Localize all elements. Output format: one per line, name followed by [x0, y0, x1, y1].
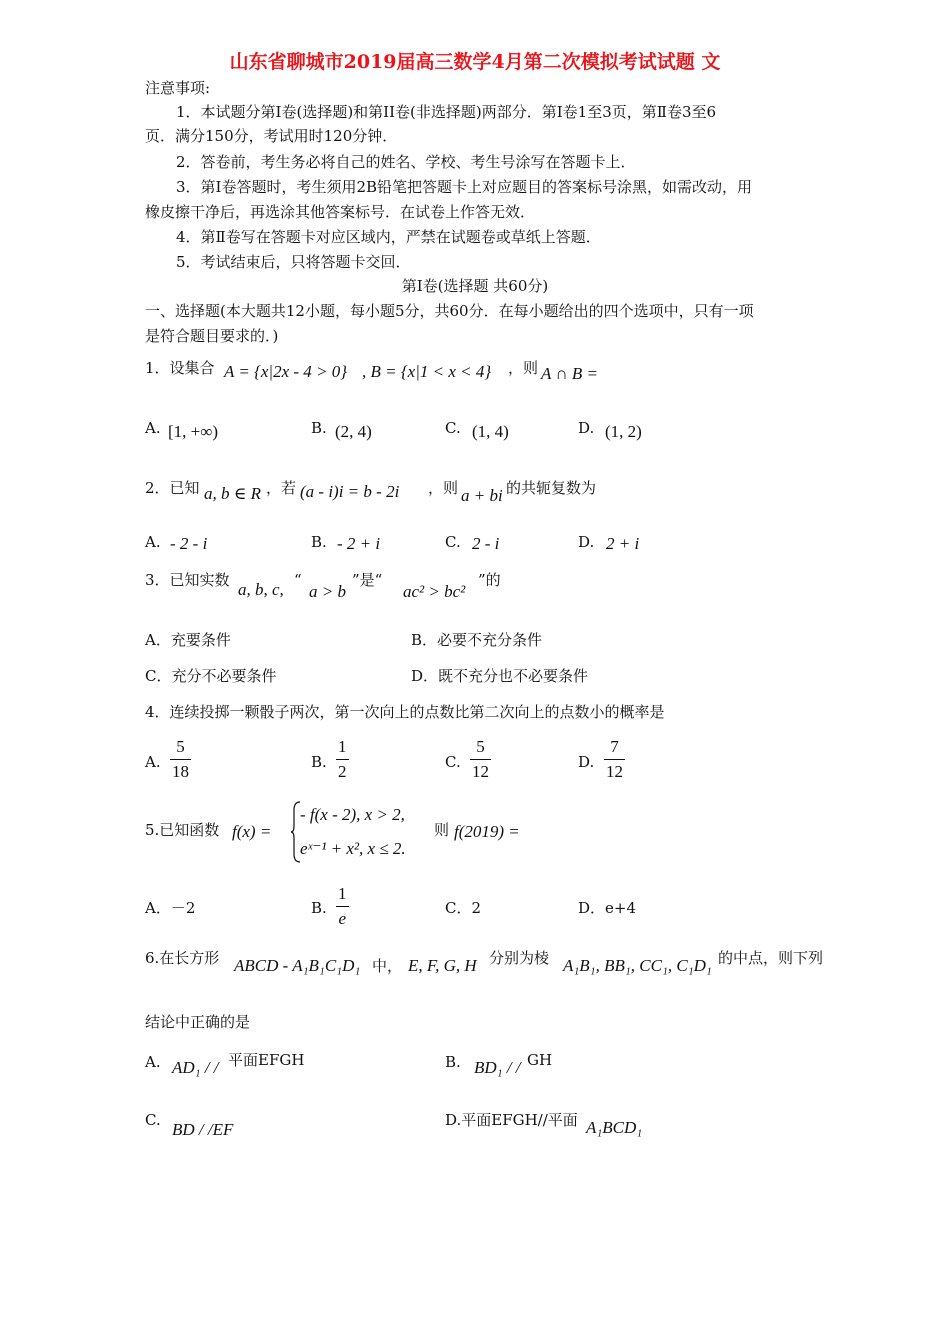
q1-option-d-label: D. [578, 419, 595, 437]
numerator: 5 [476, 737, 485, 756]
q1-option-d: (1, 2) [605, 422, 642, 441]
q6-stem-cont: 结论中正确的是 [145, 1013, 251, 1031]
q4-option-a-label: A. [145, 753, 161, 771]
q1-set-b: , B = {x|1 < x < 4} [362, 362, 492, 381]
q4-option-a-fraction [170, 737, 191, 782]
q6-option-a-label: A. [145, 1053, 161, 1071]
denominator: 2 [338, 762, 347, 781]
q6-tail: 的中点，则下列 [718, 949, 824, 967]
q1-ask: A ∩ B = [541, 364, 598, 383]
q4-option-d-fraction [604, 737, 625, 782]
notice-item-1: 1．本试题分第Ⅰ卷(选择题)和第II卷(非选择题)两部分．第Ⅰ卷1至3页，第Ⅱ卷3至6 [176, 103, 717, 121]
q5-stem: 5.已知函数 [145, 821, 220, 839]
q6-fenbie: 分别为棱 [489, 949, 550, 967]
section-intro: 一、选择题(本大题共12小题，每小题5分，共60分．在每小题给出的四个选项中，只有一项 [145, 302, 754, 320]
q3-option-d: D．既不充分也不必要条件 [411, 667, 589, 685]
section-intro-cont: 是符合题目要求的．) [145, 327, 279, 345]
q6-points: E, F, G, H [408, 956, 477, 975]
notice-heading: 注意事项: [145, 79, 211, 97]
q3-quote-open: “ [294, 571, 302, 589]
q6-zhong: 中， [372, 957, 403, 975]
numerator: 5 [176, 737, 185, 756]
q2-option-c: 2 - i [472, 534, 500, 553]
denominator: 12 [472, 762, 489, 781]
q6-option-c-label: C. [145, 1111, 161, 1129]
q5-case-1: - f(x - 2), x > 2, [300, 805, 405, 824]
q2-tail: 的共轭复数为 [506, 479, 597, 497]
q1-option-b: (2, 4) [335, 422, 372, 441]
q6-option-d: D.平面EFGH//平面 [445, 1111, 578, 1129]
denominator: 12 [606, 762, 623, 781]
q1-stem: 1．设集合 [145, 359, 215, 377]
notice-item-3: 3．第Ⅰ卷答题时，考生须用2B铅笔把答题卡上对应题目的答案标号涂黑，如需改动，用 [176, 178, 753, 196]
notice-item-2: 2．答卷前，考生务必将自己的姓名、学校、考生号涂写在答题卡上． [176, 153, 636, 171]
q3-option-c: C．充分不必要条件 [145, 667, 277, 685]
q6-option-c-expr: BD / /EF [172, 1120, 234, 1139]
document-title: 山东省聊城市2019届高三数学4月第二次模拟考试试题 文 [229, 51, 721, 73]
q3-quote-close: ”的 [478, 571, 501, 589]
q4-option-c-label: C. [445, 753, 461, 771]
q3-condition-q: ac² > bc² [403, 582, 466, 601]
q2-option-b-label: B. [311, 533, 327, 551]
q5-function: f(x) = [232, 822, 272, 841]
q5-option-c: C．2 [445, 899, 482, 917]
q1-set-a: A = {x|2x - 4 > 0} [224, 362, 348, 381]
q1-option-a: [1, +∞) [168, 422, 219, 441]
q1-option-b-label: B. [311, 419, 327, 437]
notice-item-4: 4．第Ⅱ卷写在答题卡对应区域内，严禁在试题卷或草纸上答题． [176, 228, 601, 246]
q3-variables: a, b, c, [238, 580, 284, 599]
q4-option-d-label: D. [578, 753, 595, 771]
q5-case-2: eˣ⁻¹ + x², x ≤ 2. [300, 839, 406, 858]
denominator: 18 [172, 762, 189, 781]
q2-option-d-label: D. [578, 533, 595, 551]
q3-quote-mid: ”是“ [352, 571, 383, 589]
q4-option-b-label: B. [311, 753, 327, 771]
q4-stem: 4．连续投掷一颗骰子两次，第一次向上的点数比第二次向上的点数小的概率是 [145, 703, 665, 721]
notice-item-3-cont: 橡皮擦干净后，再选涂其他答案标号．在试卷上作答无效． [145, 203, 536, 221]
q2-option-b: - 2 + i [337, 534, 381, 553]
q6-option-b-tail: GH [527, 1051, 553, 1069]
q5-ask: f(2019) = [454, 822, 520, 841]
q1-then: ，则 [508, 359, 539, 377]
q5-option-d: D．e+4 [578, 899, 637, 917]
section-heading: 第Ⅰ卷(选择题 共60分) [401, 277, 549, 295]
q3-condition-p: a > b [309, 582, 346, 601]
q2-ruo: ，若 [266, 479, 297, 497]
numerator: 7 [610, 737, 619, 756]
q2-option-a-label: A. [145, 533, 161, 551]
q5-then: 则 [434, 821, 450, 839]
q1-option-c: (1, 4) [472, 422, 509, 441]
q1-option-a-label: A. [145, 419, 161, 437]
q6-stem: 6.在长方形 [145, 949, 220, 967]
denominator: e [338, 909, 347, 928]
q6-solid: ABCD - A₁B₁C₁D₁ [234, 956, 361, 975]
q6-edges: A₁B₁, BB₁, CC₁, C₁D₁ [563, 956, 712, 975]
q3-option-b: B．必要不充分条件 [411, 631, 543, 649]
q6-option-d-expr: A₁BCD₁ [586, 1118, 643, 1137]
q3-stem: 3．已知实数 [145, 571, 230, 589]
numerator: 1 [338, 884, 347, 903]
q6-option-b-expr: BD₁ / / [474, 1058, 521, 1077]
q5-option-a: A．－2 [145, 899, 196, 917]
q2-condition: a, b ∈ R [204, 484, 261, 503]
numerator: 1 [338, 737, 347, 756]
notice-item-5: 5．考试结束后，只将答题卡交回． [176, 253, 411, 271]
q5-option-b-fraction [336, 884, 349, 929]
q2-option-d: 2 + i [606, 534, 640, 553]
q2-option-a: - 2 - i [170, 534, 208, 553]
q5-option-b-label: B. [311, 899, 327, 917]
q4-option-c-fraction [470, 737, 491, 782]
q3-option-a: A．充要条件 [145, 631, 231, 649]
q2-stem: 2．已知 [145, 479, 200, 497]
q6-option-a-expr: AD₁ / / [172, 1058, 219, 1077]
q1-option-c-label: C. [445, 419, 461, 437]
q4-option-b-fraction [336, 737, 349, 782]
q2-equation: (a - i)i = b - 2i [300, 482, 400, 501]
q2-option-c-label: C. [445, 533, 461, 551]
notice-item-1-cont: 页．满分150分，考试用时120分钟． [145, 127, 398, 145]
q2-then: ，则 [428, 479, 459, 497]
q2-expression: a + bi [461, 486, 503, 505]
q6-option-b-label: B. [445, 1053, 461, 1071]
q6-option-a-tail: 平面EFGH [228, 1051, 305, 1069]
